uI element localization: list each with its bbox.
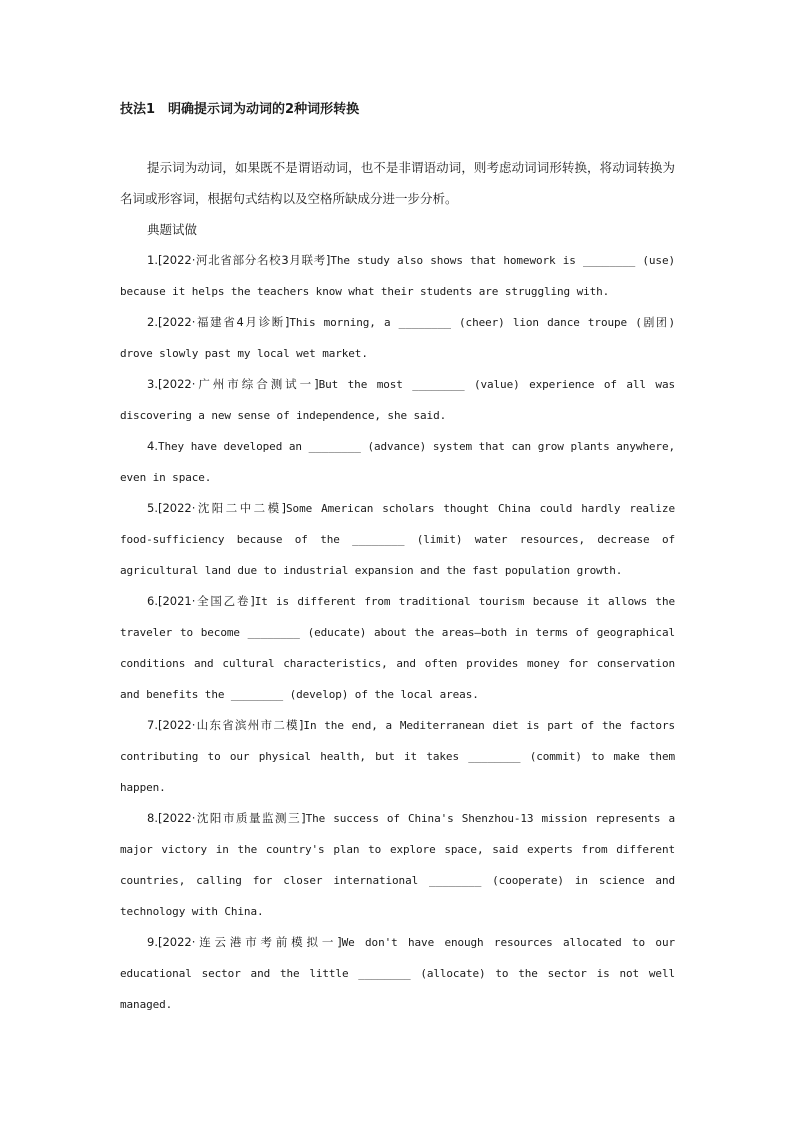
- question-text: It is different from traditional tourism because it allows the traveler to become ________ (educate) about the areas—both in terms of geographical conditions and cultural characteristics, and often provides money for conservation and benefits the ________ (develop) of the local areas.: [120, 595, 675, 701]
- question-item-2: [120, 307, 675, 369]
- question-item-9: [120, 927, 675, 1020]
- question-item-6: [120, 586, 675, 710]
- example-label: 典题试做: [147, 222, 198, 237]
- question-item-4: [120, 431, 675, 493]
- question-item-1: [120, 245, 675, 307]
- question-source: 2.[2022·福建省4月诊断]: [147, 315, 290, 329]
- question-source: 9.[2022·连云港市考前模拟一]: [147, 935, 342, 949]
- question-source: 4.: [147, 439, 158, 453]
- question-source: 3.[2022·广州市综合测试一]: [147, 377, 319, 391]
- question-text: They have developed an ________ (advance) system that can grow plants anywhere, even in space.: [120, 440, 675, 484]
- question-text: Some American scholars thought China could hardly realize food-sufficiency because of the ________ (limit) water resources, decrease of agricultural land due to industrial expansion and the fast population growth.: [120, 502, 675, 577]
- question-text: But the most ________ (value) experience of all was discovering a new sense of independence, she said.: [120, 378, 675, 422]
- question-source: 7.[2022·山东省滨州市二模]: [147, 718, 304, 732]
- intro-paragraph: 提示词为动词，如果既不是谓语动词，也不是非谓语动词，则考虑动词词形转换，将动词转换为名词或形容词，根据句式结构以及空格所缺成分进一步分析。: [120, 160, 675, 206]
- question-source: 1.[2022·河北省部分名校3月联考]: [147, 253, 331, 267]
- question-source: 6.[2021·全国乙卷]: [147, 594, 255, 608]
- question-item-3: [120, 369, 675, 431]
- question-item-5: [120, 493, 675, 586]
- question-source: 8.[2022·沈阳市质量监测三]: [147, 811, 306, 825]
- question-item-7: [120, 710, 675, 803]
- question-text: The study also shows that homework is ________ (use) because it helps the teachers know what their students are struggling with.: [120, 254, 675, 298]
- question-text: In the end, a Mediterranean diet is part of the factors contributing to our physical health, but it takes ________ (commit) to make them happen.: [120, 719, 675, 794]
- question-item-8: [120, 803, 675, 927]
- document-page: [120, 100, 675, 1020]
- question-text: The success of China's Shenzhou-13 mission represents a major victory in the country's plan to explore space, said experts from different countries, calling for closer international ________ (cooperate) in science and technology with China.: [120, 812, 675, 918]
- section-heading: 技法1 明确提示词为动词的2种词形转换: [120, 102, 360, 117]
- question-text: We don't have enough resources allocated to our educational sector and the little ________ (allocate) to the sector is not well managed.: [120, 936, 675, 1011]
- question-source: 5.[2022·沈阳二中二模]: [147, 501, 287, 515]
- question-text: This morning, a ________ (cheer) lion dance troupe (剧团) drove slowly past my local wet market.: [120, 316, 675, 360]
